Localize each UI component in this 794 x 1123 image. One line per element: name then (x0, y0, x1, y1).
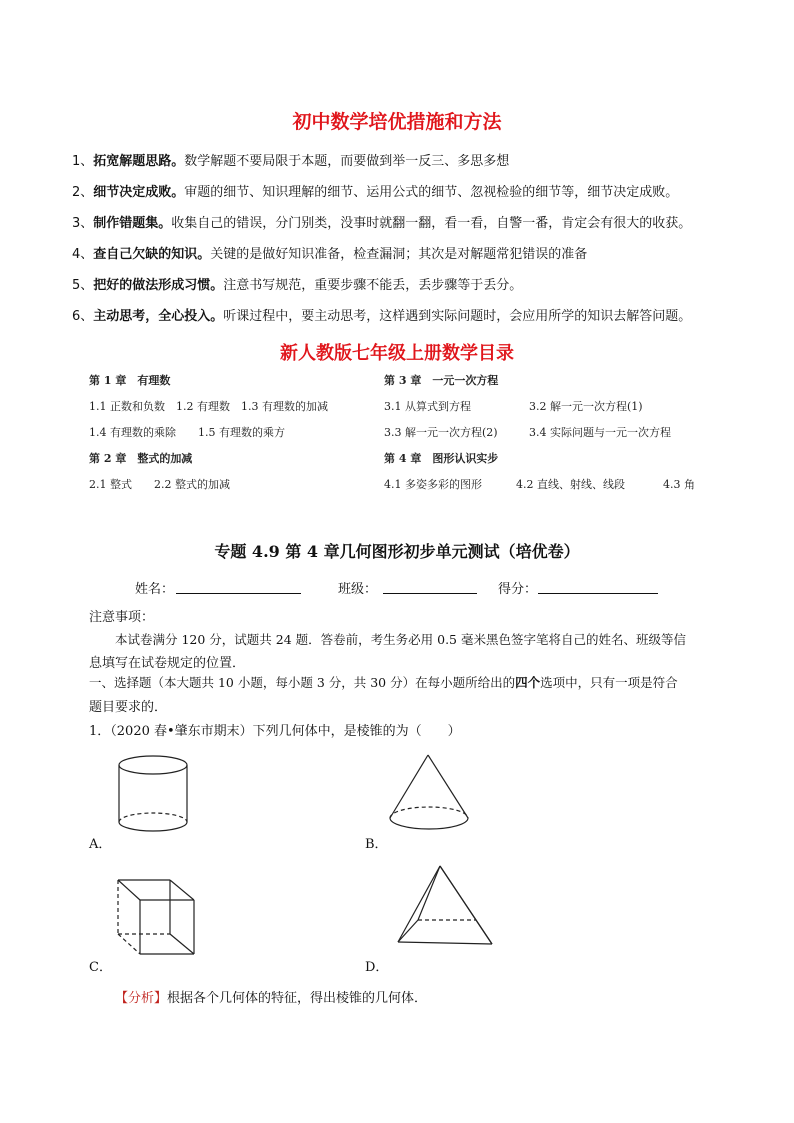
tip-num: 1、 (72, 154, 94, 169)
section-text: 一、选择题（本大题共 10 小题，每小题 3 分，共 30 分）在每小题所给出的 (89, 675, 516, 690)
analysis (115, 987, 427, 1006)
tip-num: 2、 (72, 185, 94, 200)
name-field[interactable] (176, 579, 301, 594)
toc-chapter-4-item: 4.3 角 (663, 478, 695, 491)
name-label: 姓名： (135, 582, 175, 597)
cuboid-figure (110, 872, 210, 962)
toc-chapter-3-item: 3.4 实际问题与一元一次方程 (529, 426, 671, 439)
section-text: 选项中，只有一项是符合 (540, 675, 678, 690)
tip-head: 制作错题集。 (93, 216, 172, 231)
tip-num: 4、 (72, 247, 94, 262)
section-heading-line-1 (89, 673, 678, 691)
notes-line-2: 息填写在试卷规定的位置． (89, 656, 246, 671)
class-label: 班级： (338, 582, 378, 597)
toc-chapter-3-head: 第 3 章 一元一次方程 (384, 374, 499, 387)
notes-line-1: 本试卷满分 120 分，试题共 24 题．答卷前，考生务必用 0.5 毫米黑色签字笔将自己的姓名、班级等信 (115, 632, 686, 647)
tip-item-6 (72, 305, 691, 324)
toc-chapter-1-head: 第 1 章 有理数 (89, 374, 171, 387)
option-b[interactable]: B． (365, 837, 388, 852)
toc-chapter-1-row-1: 1.1 正数和负数 1.2 有理数 1.3 有理数的加减 (89, 400, 328, 413)
tip-head: 把好的做法形成习惯。 (93, 278, 224, 293)
toc-chapter-2-head: 第 2 章 整式的加减 (89, 452, 193, 465)
tip-text: 听课过程中，要主动思考，这样遇到实际问题时，会应用所学的知识去解答问题。 (223, 309, 692, 324)
toc-chapter-1-row-2: 1.4 有理数的乘除 1.5 有理数的乘方 (89, 426, 285, 439)
class-field[interactable] (383, 579, 477, 594)
tip-head: 查自己欠缺的知识。 (93, 247, 211, 262)
cylinder-figure (110, 750, 200, 840)
cone-figure (382, 750, 482, 840)
toc-chapter-3-item: 3.3 解一元一次方程(2) (384, 426, 498, 439)
tip-num: 3、 (72, 216, 94, 231)
toc-chapter-4-item: 4.1 多姿多彩的图形 (384, 478, 482, 491)
section-heading-line-2: 题目要求的． (89, 700, 168, 715)
section-emphasis: 四个 (515, 675, 541, 690)
tip-num: 5、 (72, 278, 94, 293)
option-a[interactable]: A． (89, 837, 112, 852)
analysis-tag: 【分析】 (115, 991, 168, 1006)
option-c[interactable]: C． (89, 960, 112, 975)
tip-item-3 (72, 212, 691, 231)
question-1: 1．（2020 春•肇东市期末）下列几何体中，是棱锥的为（ ） (89, 724, 461, 739)
option-d[interactable]: D． (365, 960, 389, 975)
tip-item-4 (72, 243, 587, 262)
toc-chapter-3-item: 3.2 解一元一次方程(1) (529, 400, 643, 413)
toc-chapter-4-head: 第 4 章 图形认识实步 (384, 452, 499, 465)
toc-title: 新人教版七年级上册数学目录 (280, 343, 514, 364)
toc-chapter-4-item: 4.2 直线、射线、线段 (516, 478, 625, 491)
tip-text: 数学解题不要局限于本题，而要做到举一反三、多思多想 (184, 154, 510, 169)
tip-text: 审题的细节、知识理解的细节、运用公式的细节、忽视检验的细节等，细节决定成败。 (184, 185, 679, 200)
pyramid-figure (392, 862, 502, 962)
analysis-text: 根据各个几何体的特征，得出棱锥的几何体． (167, 991, 428, 1006)
tip-item-1 (72, 150, 509, 169)
tip-text: 注意书写规范，重要步骤不能丢，丢步骤等于丢分。 (223, 278, 523, 293)
score-field[interactable] (538, 579, 658, 594)
tip-text: 收集自己的错误，分门别类，没事时就翻一翻，看一看，自警一番，肯定会有很大的收获。 (171, 216, 692, 231)
tip-item-5 (72, 274, 522, 293)
tip-text: 关键的是做好知识准备，检查漏洞；其次是对解题常犯错误的准备 (210, 247, 588, 262)
toc-chapter-2-row-1: 2.1 整式 2.2 整式的加减 (89, 478, 230, 491)
score-label: 得分： (498, 582, 538, 597)
tip-item-2 (72, 181, 678, 200)
tip-head: 主动思考，全心投入。 (93, 309, 224, 324)
tip-num: 6、 (72, 309, 94, 324)
tip-head: 拓宽解题思路。 (93, 154, 185, 169)
toc-chapter-3-item: 3.1 从算式到方程 (384, 400, 471, 413)
page-title: 初中数学培优措施和方法 (292, 111, 502, 133)
exam-title: 专题 4.9 第 4 章几何图形初步单元测试（培优卷） (214, 542, 580, 561)
notes-heading: 注意事项： (89, 610, 155, 625)
tip-head: 细节决定成败。 (93, 185, 185, 200)
